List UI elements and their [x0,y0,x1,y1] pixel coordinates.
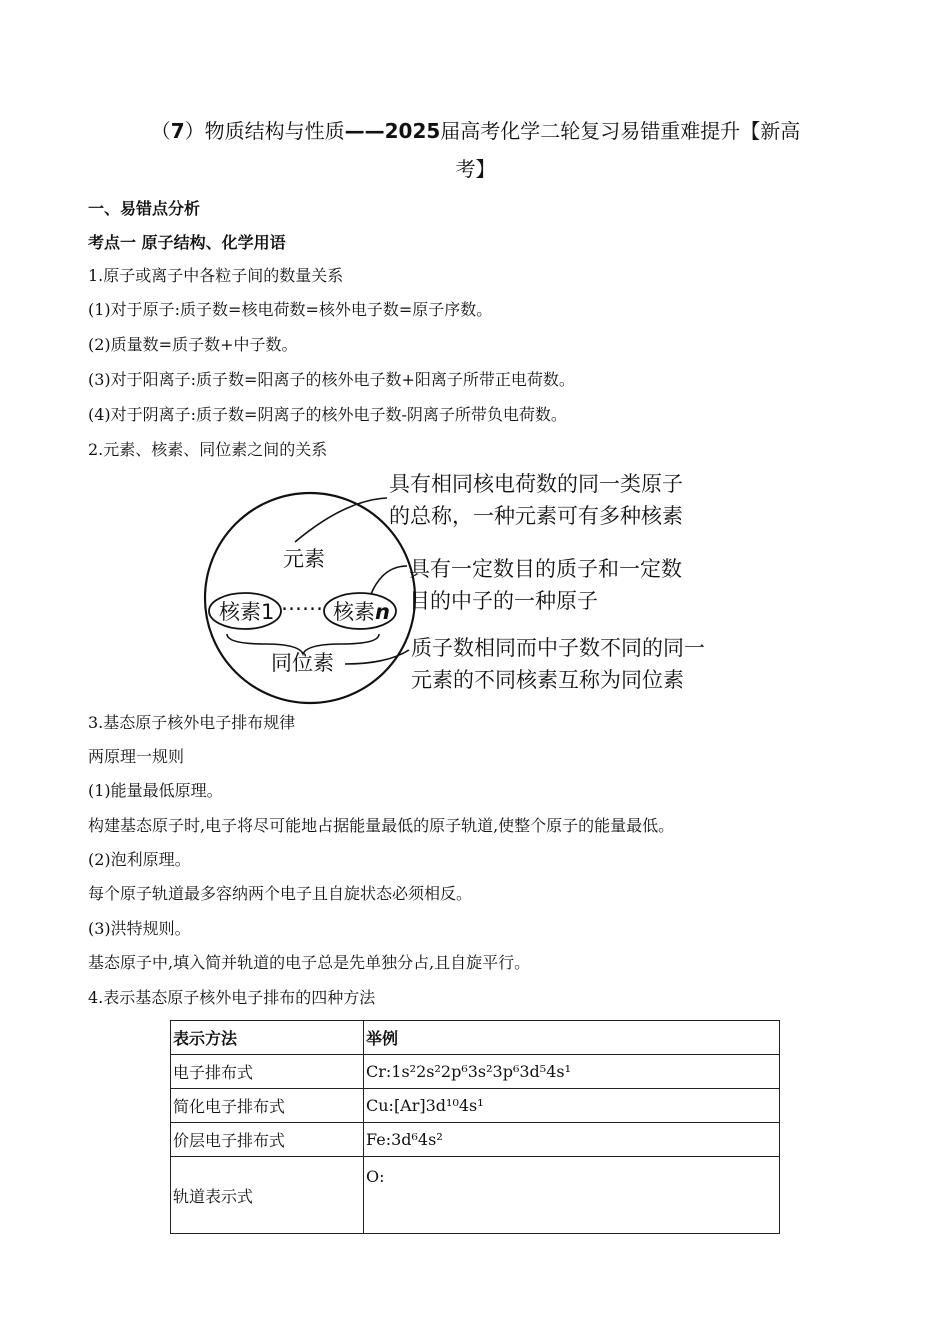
note2-line2: 目的中子的一种原子 [409,589,598,613]
title-part: （ [150,119,171,143]
list-item: (1)对于原子:质子数=核电荷数=核外电子数=原子序数。 [88,300,493,319]
document-title-line2: 考】 [455,157,496,181]
paragraph-heading: 3.基态原子核外电子排布规律 [88,713,296,732]
title-part: 届高考化学二轮复习易错重难提升【新高 [440,119,801,143]
table-row [171,1123,780,1157]
table-cell-example: Cr:1s²2s²2p⁶3s²3p⁶3d⁵4s¹ [364,1055,780,1089]
element-label: 元素 [283,547,325,571]
table-cell-example: O: [364,1157,780,1234]
title-part: 7 [170,119,185,143]
table-row [171,1157,780,1234]
topic-heading: 考点一 原子结构、化学用语 [88,233,286,252]
leader-line-1 [295,498,387,542]
table-cell-example: Cu:[Ar]3d¹⁰4s¹ [364,1089,780,1123]
list-item: (1)能量最低原理。 [88,781,223,800]
note3-line1: 质子数相同而中子数不同的同一 [411,636,705,660]
list-item: 基态原子中,填入简并轨道的电子总是先单独分占,且自旋平行。 [88,953,531,972]
table-header-cell: 表示方法 [171,1021,364,1055]
table-cell-method: 简化电子排布式 [171,1089,364,1123]
list-item: (2)质量数=质子数+中子数。 [88,335,298,354]
table-row [171,1089,780,1123]
paragraph-heading: 4.表示基态原子核外电子排布的四种方法 [88,988,376,1007]
leader-line-2 [371,566,407,594]
nuclide1-label: 核素1 [219,600,275,624]
title-part: ——2025 [344,119,441,143]
document-title [88,112,863,150]
note1-line2: 的总称，一种元素可有多种核素 [389,504,683,528]
table-row [171,1055,780,1089]
element-nuclide-isotope-diagram [195,470,765,705]
table-cell-method: 电子排布式 [171,1055,364,1089]
paragraph-subheading: 两原理一规则 [88,747,185,766]
table-header-row [171,1021,780,1055]
title-part: ）物质结构与性质 [184,119,345,143]
table-header-cell: 举例 [364,1021,780,1055]
note2-line1: 具有一定数目的质子和一定数 [409,557,682,581]
list-item: (3)洪特规则。 [88,919,191,938]
list-item: (3)对于阳离子:质子数=阳离子的核外电子数+阳离子所带正电荷数。 [88,370,575,389]
paragraph-heading: 2.元素、核素、同位素之间的关系 [88,440,328,459]
list-item: (4)对于阴离子:质子数=阴离子的核外电子数-阴离子所带负电荷数。 [88,405,567,424]
section-heading: 一、易错点分析 [88,199,201,218]
table-cell-method: 轨道表示式 [171,1157,364,1234]
table-cell-example: Fe:3d⁶4s² [364,1123,780,1157]
list-item: (2)泡利原理。 [88,850,191,869]
table-cell-method: 价层电子排布式 [171,1123,364,1157]
list-item: 每个原子轨道最多容纳两个电子且自旋状态必须相反。 [88,884,473,903]
nuclide-dots: …… [281,591,323,615]
note1-line1: 具有相同核电荷数的同一类原子 [389,472,683,496]
note3-line2: 元素的不同核素互称为同位素 [411,668,684,692]
paragraph-heading: 1.原子或离子中各粒子间的数量关系 [88,266,344,285]
nuclide-n-label: 核素n [333,600,390,624]
list-item: 构建基态原子时,电子将尽可能地占据能量最低的原子轨道,使整个原子的能量最低。 [88,816,675,835]
isotope-label: 同位素 [271,651,334,675]
electron-configuration-table [170,1020,780,1234]
